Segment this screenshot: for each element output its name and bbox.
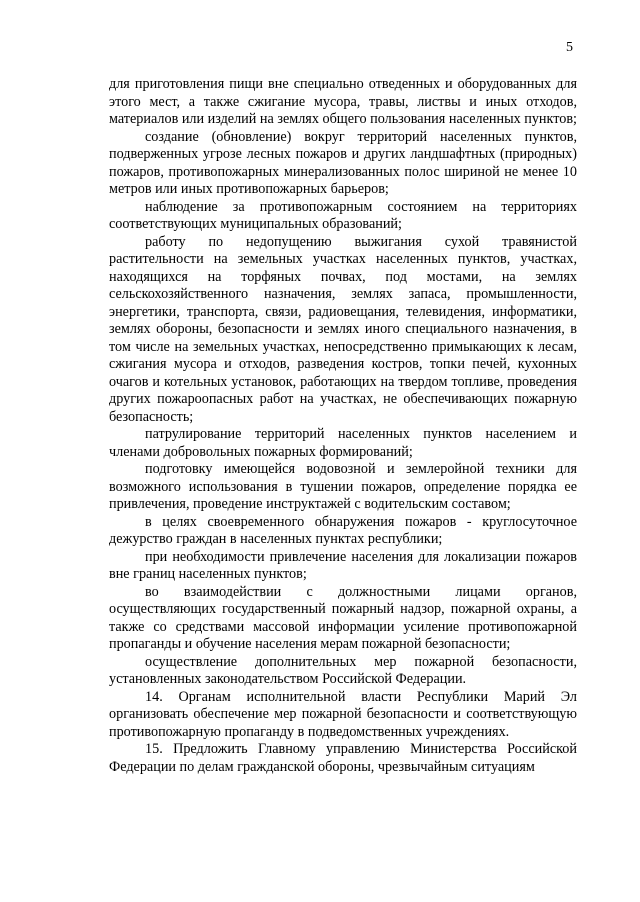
paragraph-item-15: 15. Предложить Главному управлению Министерства Российской Федерации по делам гражданской обороны, чрезвычайным ситуациям (109, 741, 577, 775)
page-number: 5 (566, 40, 573, 55)
paragraph-population-involvement: при необходимости привлечение населения для локализации пожаров вне границ населенных пунктов; (109, 548, 577, 582)
paragraph-cooking-fires: для приготовления пищи вне специально отведенных и оборудованных для этого мест, а также сжигание мусора, травы, листвы и иных отходов, материалов или изделий на землях общего пользования населенных пунктов; (109, 76, 577, 127)
paragraph-patrolling: патрулирование территорий населенных пунктов населением и членами добровольных пожарных формирований; (109, 426, 577, 460)
paragraph-additional-measures: осуществление дополнительных мер пожарной безопасности, установленных законодательством Российской Федерации. (109, 653, 577, 687)
paragraph-monitoring: наблюдение за противопожарным состоянием на территориях соответствующих муниципальных образований; (109, 198, 577, 232)
paragraph-item-14: 14. Органам исполнительной власти Республики Марий Эл организовать обеспечение мер пожарной безопасности и соответствующую противопожарную пропаганду в подведомственных учреждениях. (109, 688, 577, 740)
document-body (109, 76, 577, 776)
paragraph-media-propaganda: во взаимодействии с должностными лицами органов, осуществляющих государственный пожарный надзор, пожарной охраны, а также со средствами массовой информации усиление противопожарной пропаганды и обучение населения мерам пожарной безопасности; (109, 583, 577, 652)
paragraph-firebreaks: создание (обновление) вокруг территорий населенных пунктов, подверженных угрозе лесных пожаров и других ландшафтных (природных) пожаров, противопожарных минерализованных полос шириной не менее 10 метров или иных противопожарных барьеров; (109, 128, 577, 197)
paragraph-duty: в целях своевременного обнаружения пожаров - круглосуточное дежурство граждан в населенных пунктах республики; (109, 513, 577, 547)
paragraph-grass-burning-prevention: работу по недопущению выжигания сухой травянистой растительности на земельных участках населенных пунктов, участках, находящихся на торфяных почвах, под мостами, на землях сельскохозяйственного назначения, землях запаса, промышленности, энергетики, транспорта, связи, радиовещания, телевидения, информатики, землях обороны, безопасности и землях иного специального назначения, в том числе на земельных участках, непосредственно примыкающих к лесам, сжигания мусора и отходов, разведения костров, топки печей, кухонных очагов и котельных установок, работающих на твердом топливе, проведения других пожароопасных работ на участках, не обеспечивающих пожарную безопасность; (109, 233, 577, 425)
paragraph-equipment-preparation: подготовку имеющейся водовозной и землеройной техники для возможного использования в тушении пожаров, определение порядка ее привлечения, проведение инструктажей с водительским составом; (109, 461, 577, 512)
